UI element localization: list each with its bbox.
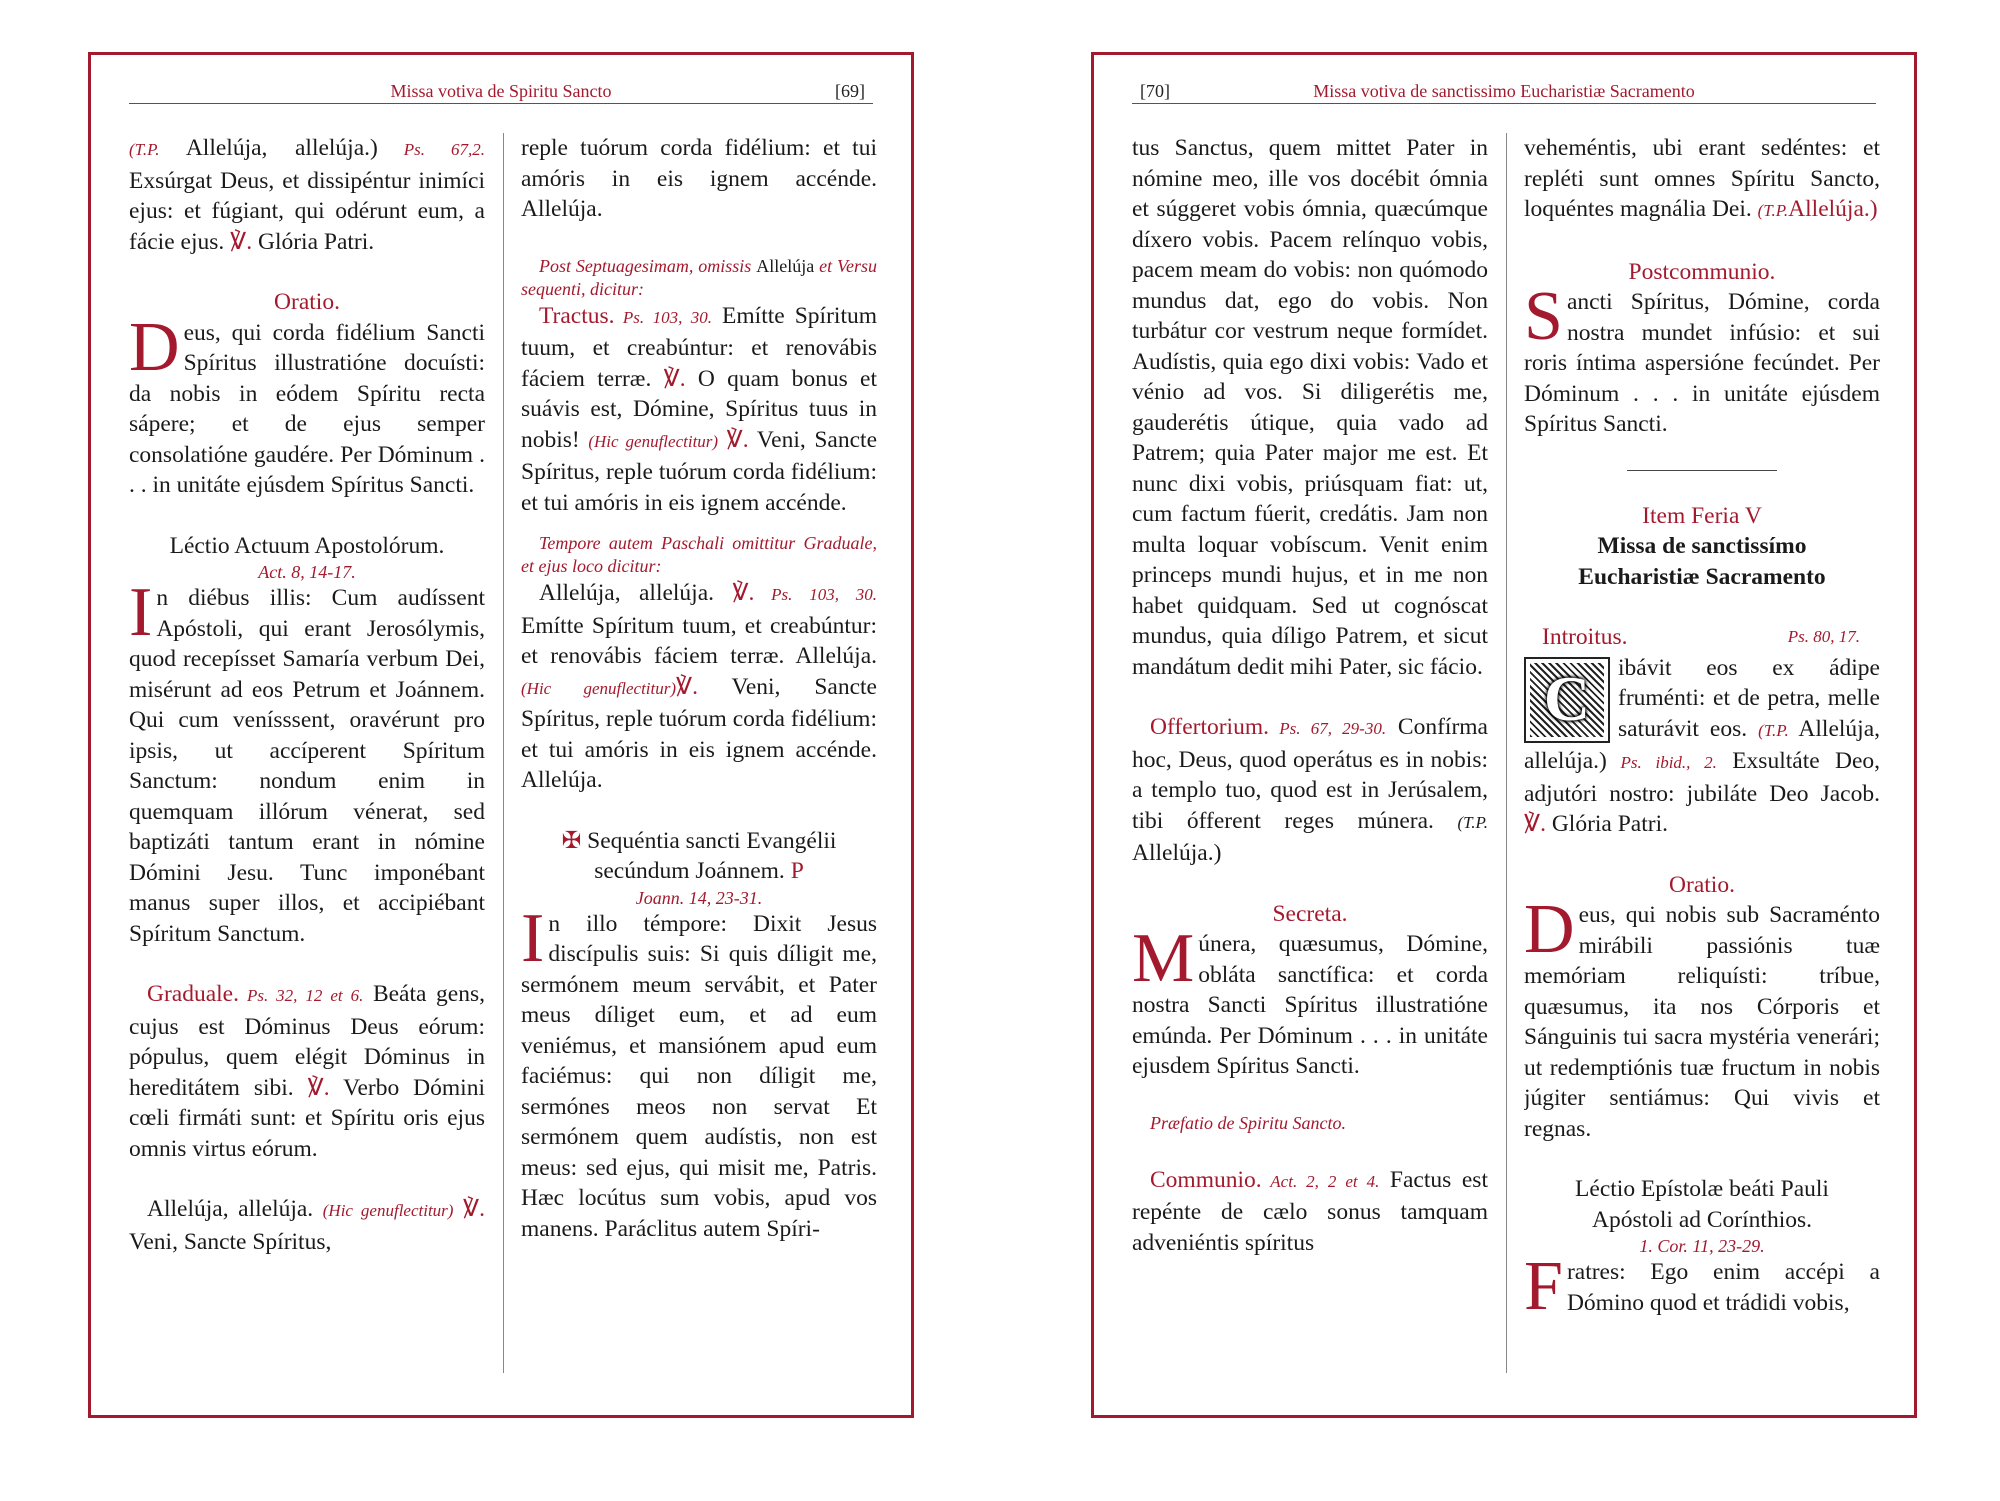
introitus-body: ibávit eos ex ádipe fruménti: et de petra, melle saturávit eos. — [1618, 654, 1880, 742]
graduale-ref: Ps. 32, 12 et 6. — [239, 986, 364, 1005]
running-head — [1132, 69, 1876, 104]
tractus-text-3: Veni, Sancte Spíritus, reple tuórum corda fidélium: et tui amóris in eis ignem accénde. — [521, 426, 877, 516]
drop-cap: I — [129, 574, 153, 651]
lectio-heading: Léctio Actuum Apostolórum. — [169, 532, 445, 559]
oratio-text — [129, 308, 485, 501]
oratio-text — [1524, 891, 1880, 1144]
versicle-symbol: ℣. — [732, 580, 755, 606]
graduale — [129, 979, 485, 1164]
drop-cap: F — [1524, 1248, 1563, 1325]
graduale-text: Beáta gens, cujus est Dóminus Deus eórum: pópulus, quem elégit Dóminus in hereditátem sibi. — [129, 981, 485, 1101]
verse-text: Exsúrgat Deus, et dissipéntur inimíci ejus: et fúgiant, qui odérunt eum, a fácie ejus. — [129, 167, 485, 255]
oratio-heading: Oratio. — [1669, 871, 1735, 898]
continuation-text: tus Sanctus, quem mittet Pater in nómine meo, ille vos docébit ómnia et súggeret vobis ómnia, quæcúmque díxero vobis. Pacem relínquo vobis, pacem meam do vobis: non quómodo mundus dat, ego do vobis. Non turbátur cor vestrum neque formídet. Audístis, quia ego dixi vobis: Vado et vénio ad vos. Si diligerétis me, gauderétis útique, quia vado ad Patrem; quia Pater major me est. Et nunc dixi vobis, priúsquam fiat: ut, cum factum fúerit, credátis. Jam non multa loquar vobíscum. Venit enim princeps mundi hujus, et in me non habet quidquam. Sed ut cognóscat mundus, quia díligo Patrem, et sicut mandátum dedit mihi Pater, sic fácio. — [1132, 135, 1488, 680]
alleluia-continued: Veni, Sancte Spíritus, — [129, 1228, 332, 1255]
psalm-ref: Ps. ibid., 2. — [1606, 753, 1717, 772]
drop-cap: D — [129, 308, 180, 386]
page-number: [69] — [835, 81, 865, 101]
secreta-text — [1132, 920, 1488, 1082]
secreta-body: únera, quæsumus, Dómine, obláta sanctífica: et corda nostra Sancti Spíritus illustratióne emúnda. Per Dóminum . . . in unitáte ejusdem Spíritus Sancti. — [1132, 931, 1488, 1079]
paschal-text-2: Emítte Spíritum tuum, et creabúntur: et renovábis fáciem terræ. Allelúja. — [521, 612, 877, 669]
paschal-text: Allelúja, allelúja. — [539, 580, 733, 606]
postcommunio-heading: Postcommunio. — [1628, 258, 1776, 285]
running-title: Missa votiva de Spiritu Sancto — [390, 81, 612, 101]
lectio-text — [129, 574, 485, 949]
psalm-ref: Ps. 67,2. — [377, 140, 485, 159]
rubric-paschal: Tempore autem Paschali omittitur Graduale, et ejus loco dicitur: — [521, 533, 877, 576]
lectio-body: ratres: Ego enim accépi a Dómino quod et trádidi vobis, — [1566, 1259, 1880, 1316]
missa-title: Eucharistiæ Sacramento — [1578, 563, 1826, 590]
p-mark: P — [790, 858, 804, 884]
alleluia-verse — [129, 133, 485, 257]
right-column-b — [1524, 133, 1880, 1377]
versicle-symbol: ℣. — [453, 1196, 485, 1222]
lectio-heading: Apóstoli ad Corínthios. — [1592, 1206, 1812, 1233]
ornamental-initial — [1524, 657, 1610, 743]
evangelium-ref: Joann. 14, 23-31. — [635, 887, 763, 908]
rubric — [521, 255, 877, 301]
versicle-symbol: ℣. — [676, 673, 698, 700]
alleluia-line — [129, 1194, 485, 1257]
communio-ref: Act. 2, 2 et 4. — [1261, 1171, 1380, 1191]
right-column-a — [1132, 133, 1488, 1377]
tp-mark: (T.P. — [1758, 720, 1789, 740]
offertorium — [1132, 712, 1488, 869]
hic-genuflectitur: (Hic genuflectitur) — [322, 1201, 454, 1220]
left-column-a — [129, 133, 485, 1377]
postcommunio-body: ancti Spíritus, Dómine, corda nostra mundet infúsio: et sui roris íntima aspersióne fecúndet. Per Dóminum . . . in unitáte ejúsdem Spíritus Sancti. — [1524, 289, 1880, 437]
evangelium-text — [521, 899, 877, 1245]
rubric-part: Allelúja — [756, 255, 815, 276]
lectio-heading: Léctio Epístolæ beáti Pauli — [1575, 1176, 1829, 1202]
tp-mark: (T.P. — [129, 140, 160, 159]
graduale-text-2: Verbo Dómini cœli firmáti sunt: et Spíritu oris ejus omnis virtus eórum. — [129, 1074, 485, 1162]
communio-text: Factus est repénte de cælo sonus tamquam adveniéntis spíritus — [1132, 1166, 1488, 1256]
introitus-text-2: Exsultáte Deo, adjutóri nostro: jubiláte Deo Jacob. — [1524, 748, 1880, 807]
lectio-ref: Act. 8, 14-17. — [258, 562, 356, 582]
rubric-part: Post Septuagesimam, omissis — [539, 255, 757, 276]
page-70 — [1091, 52, 1917, 1418]
offertorium-ref: Ps. 67, 29-30. — [1269, 719, 1387, 738]
tractus-text-2: O quam bonus et suávis est, Dómine, Spíritus tuus in nobis! — [521, 365, 877, 453]
evangelium-body: n illo témpore: Dixit Jesus discípulis suis: Si quis díligit me, sermónem meum servábit, et Pater meus díliget eum, et ad eum veniémus, et mansiónem apud eum faciémus: qui non díligit me, sermónes meos non servat Et sermónem quem audístis, non est meus: sed ejus, qui misit me, Patris. Hæc locútus sum vobis, apud vos manens. Paráclitus autem Spíri- — [521, 910, 877, 1242]
oratio-body: eus, qui nobis sub Sacraménto mirábili passiónis tuæ memóriam reliquísti: tríbue, quæsumus, ita nos Córporis et Sánguinis tui sacra mystéria venerári; ut redemptiónis tuæ fructum in nobis júgiter sentiámus: Qui vivis et regnas. — [1524, 902, 1880, 1142]
tractus-text: Emítte Spíritum tuum, et creabúntur: et renovábis fáciem terræ. — [521, 302, 877, 392]
hic-genuflectitur: (Hic genuflectitur) — [588, 431, 719, 451]
versicle-symbol: ℣. — [230, 228, 253, 255]
drop-cap: S — [1524, 278, 1563, 355]
tractus-label: Tractus. — [539, 302, 615, 329]
introitus-ref: Ps. 80, 17. — [1787, 627, 1860, 646]
running-title: Missa votiva de sanctissimo Eucharistiæ Sacramento — [1313, 81, 1695, 101]
column-divider — [1506, 133, 1507, 1373]
introitus-text — [1524, 653, 1880, 840]
paschal-alleluia — [521, 578, 877, 796]
communio — [1132, 1165, 1488, 1259]
secreta-heading: Secreta. — [1272, 900, 1348, 927]
offertorium-label: Offertorium. — [1150, 714, 1269, 740]
ornamental-letter: C — [1543, 662, 1591, 734]
cross-icon: ✠ — [561, 827, 582, 854]
alleluia-text: Allelúja, allelúja.) — [159, 135, 378, 161]
missa-title: Missa de sanctissímo — [1597, 533, 1807, 559]
oratio-body: eus, qui corda fidélium Sancti Spíritus illustratióne docuísti: da nobis in eódem Spíritu recta sápere; et de ejus semper consolatióne gaudére. Per Dóminum . . . in unitáte ejúsdem Spíritus Sancti. — [129, 319, 485, 498]
paschal-text-3: Veni, Sancte Spíritus, reple tuórum corda fidélium: et tui amóris in eis ignem accénde. Allelúja. — [521, 673, 877, 793]
continuation-body: veheméntis, ubi erant sedéntes: et repléti sunt omnes Spíritu Sancto, loquéntes magnália Dei. — [1524, 135, 1880, 222]
praefatio-rubric: Præfatio de Spiritu Sancto. — [1150, 1112, 1346, 1133]
communio-label: Communio. — [1150, 1166, 1262, 1193]
rubric-part: et Versu sequenti, dicitur: — [521, 255, 877, 299]
drop-cap: I — [521, 899, 545, 977]
offertorium-text: Confírma hoc, Deus, quod operátus es in nobis: a templo tuo, quod est in Jerúsalem, tibi ófferent reges múnera. — [1132, 714, 1488, 834]
tractus-ref: Ps. 103, 30. — [614, 307, 713, 327]
page-number: [70] — [1140, 81, 1170, 101]
item-feria-heading: Item Feria V — [1642, 502, 1762, 529]
versicle-symbol: ℣. — [663, 365, 686, 392]
continuation-text: reple tuórum corda fidélium: et tui amóris in eis ignem accénde. Allelúja. — [521, 135, 877, 222]
left-column-b — [521, 133, 877, 1377]
drop-cap: M — [1132, 920, 1195, 997]
alleluia-text: Allelúja.) — [1788, 196, 1878, 222]
versicle-symbol: ℣. — [718, 426, 749, 453]
alleluia-text: Allelúja, allelúja.) — [1524, 715, 1880, 774]
versicle-symbol: ℣. — [1524, 811, 1546, 837]
lectio-text — [1524, 1248, 1880, 1325]
alleluia-text: Allelúja.) — [1132, 840, 1222, 866]
lectio-ref: 1. Cor. 11, 23-29. — [1639, 1236, 1765, 1256]
alleluia-text: Allelúja, allelúja. — [147, 1196, 323, 1222]
graduale-label: Graduale. — [147, 981, 239, 1007]
gloria-text: Glória Patri. — [252, 228, 375, 255]
tractus — [521, 301, 877, 519]
evangelium-heading-text: Sequéntia sancti Evangélii secúndum Joánnem. — [581, 827, 837, 884]
running-head — [129, 69, 873, 104]
column-divider — [503, 133, 504, 1373]
continuation-text — [1524, 133, 1880, 227]
gloria-text: Glória Patri. — [1545, 811, 1668, 837]
introitus-heading — [1524, 622, 1880, 653]
postcommunio-text — [1524, 278, 1880, 440]
evangelium-heading — [521, 826, 877, 887]
tp-mark: (T.P. — [1757, 201, 1789, 220]
versicle-symbol: ℣. — [307, 1074, 330, 1101]
paschal-ref: Ps. 103, 30. — [754, 585, 877, 604]
hic-genuflectitur: (Hic genuflectitur) — [521, 678, 677, 698]
oratio-heading: Oratio. — [274, 289, 340, 315]
introitus-label: Introitus. — [1542, 624, 1628, 650]
drop-cap: D — [1524, 891, 1575, 968]
page-69 — [88, 52, 914, 1418]
tp-mark: (T.P. — [1457, 812, 1488, 832]
lectio-body: n diébus illis: Cum audíssent Apóstoli, qui erant Jerosólymis, quod recepísset Samaría verbum Dei, misérunt ad eos Petrum et Joánnem. Qui cum venísssent, oravérunt pro ipsis, ut accíperent Spíritum Sanctum: nondum enim in quemquam illórum vénerat, sed baptizáti tantum erant in nómine Dómini Jesu. Tunc imponébant manus super illos, et accipiébant Spíritum Sanctum. — [129, 585, 485, 947]
